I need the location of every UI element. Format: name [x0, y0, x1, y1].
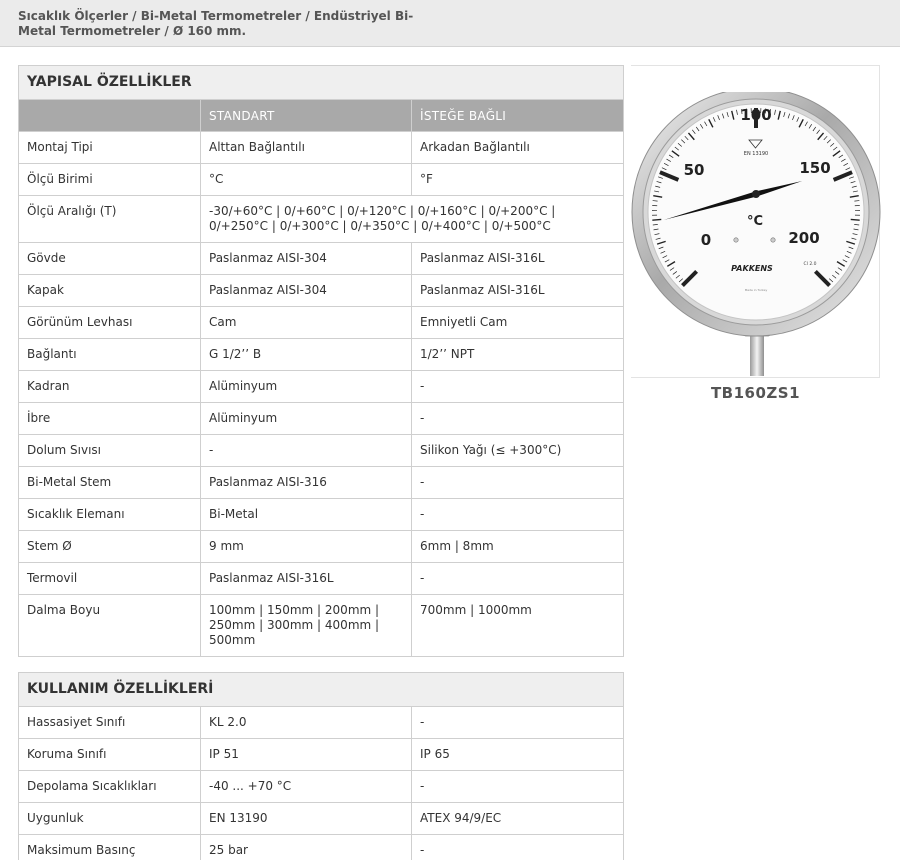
table-row — [19, 132, 624, 164]
standard-value: Alüminyum — [201, 371, 412, 403]
optional-value: - — [412, 467, 624, 499]
optional-value: - — [412, 707, 624, 739]
optional-value: 1/2’’ NPT — [412, 339, 624, 371]
table-row — [19, 499, 624, 531]
section-title-structural: YAPISAL ÖZELLİKLER — [19, 66, 624, 100]
usage-features-table — [18, 672, 624, 860]
row-label: Stem Ø — [19, 531, 201, 563]
dial-class-mark: Cl 2.0 — [803, 262, 817, 267]
optional-value: - — [412, 403, 624, 435]
row-label: Kadran — [19, 371, 201, 403]
standard-value: Paslanmaz AISI-316L — [201, 563, 412, 595]
dial-unit: °C — [746, 214, 764, 229]
standard-value: Paslanmaz AISI-304 — [201, 275, 412, 307]
optional-value: - — [412, 371, 624, 403]
table-row — [19, 339, 624, 371]
standard-value: - — [201, 435, 412, 467]
optional-value: IP 65 — [412, 739, 624, 771]
standard-value: °C — [201, 164, 412, 196]
row-label: Depolama Sıcaklıkları — [19, 771, 201, 803]
optional-value: Paslanmaz AISI-316L — [412, 243, 624, 275]
header-blank — [19, 100, 201, 132]
table-row — [19, 275, 624, 307]
dial-label-200: 200 — [788, 229, 820, 247]
row-label: Dolum Sıvısı — [19, 435, 201, 467]
dial-screw — [734, 238, 738, 242]
standard-value: G 1/2’’ B — [201, 339, 412, 371]
breadcrumb-bar — [0, 0, 900, 47]
standard-value: Paslanmaz AISI-304 — [201, 243, 412, 275]
row-label: Montaj Tipi — [19, 132, 201, 164]
stem — [750, 334, 764, 376]
optional-value: - — [412, 563, 624, 595]
optional-value: Emniyetli Cam — [412, 307, 624, 339]
optional-value: ATEX 94/9/EC — [412, 803, 624, 835]
dial-label-150: 150 — [799, 159, 831, 177]
optional-value: °F — [412, 164, 624, 196]
row-label: Gövde — [19, 243, 201, 275]
table-row — [19, 403, 624, 435]
standard-value: -40 ... +70 °C — [201, 771, 412, 803]
standard-value: 25 bar — [201, 835, 412, 860]
scale-tick — [851, 219, 860, 220]
dial-label-100: 100 — [740, 106, 772, 124]
product-caption: TB160ZS1 — [710, 384, 801, 402]
optional-value: Paslanmaz AISI-316L — [412, 275, 624, 307]
table-row — [19, 531, 624, 563]
row-label: Bi-Metal Stem — [19, 467, 201, 499]
table-row — [19, 467, 624, 499]
table-row — [19, 196, 624, 243]
header-standard: STANDART — [201, 100, 412, 132]
optional-value: - — [412, 499, 624, 531]
table-row — [19, 435, 624, 467]
row-label: Hassasiyet Sınıfı — [19, 707, 201, 739]
optional-value: - — [412, 771, 624, 803]
standard-value: Alttan Bağlantılı — [201, 132, 412, 164]
table-row — [19, 707, 624, 739]
table-row — [19, 835, 624, 860]
table-row — [19, 739, 624, 771]
optional-value: Silikon Yağı (≤ +300°C) — [412, 435, 624, 467]
row-label: İbre — [19, 403, 201, 435]
row-label: Maksimum Basınç — [19, 835, 201, 860]
table-row — [19, 563, 624, 595]
optional-value: 6mm | 8mm — [412, 531, 624, 563]
dial-brand: PAKKENS — [731, 264, 773, 273]
thermometer-image — [631, 92, 881, 376]
row-label: Dalma Boyu — [19, 595, 201, 657]
standard-value: Alüminyum — [201, 403, 412, 435]
structural-features-table — [18, 65, 624, 657]
row-label: Bağlantı — [19, 339, 201, 371]
row-label: Ölçü Birimi — [19, 164, 201, 196]
range-values: -30/+60°C | 0/+60°C | 0/+120°C | 0/+160°C | 0/+200°C | 0/+250°C | 0/+300°C | 0/+350°C | 0/+400°C | 0/+500°C — [201, 196, 624, 243]
section-title-usage: KULLANIM ÖZELLİKLERİ — [19, 673, 624, 707]
header-optional: İSTEĞE BAĞLI — [412, 100, 624, 132]
standard-value: Paslanmaz AISI-316 — [201, 467, 412, 499]
row-label: Uygunluk — [19, 803, 201, 835]
row-label: Kapak — [19, 275, 201, 307]
standard-value: IP 51 — [201, 739, 412, 771]
table-row — [19, 595, 624, 657]
dial-screw — [771, 238, 775, 242]
row-label: Koruma Sınıfı — [19, 739, 201, 771]
standard-value: KL 2.0 — [201, 707, 412, 739]
scale-tick — [652, 219, 661, 220]
row-label: Görünüm Levhası — [19, 307, 201, 339]
dial-label-50: 50 — [683, 161, 705, 179]
dial-small-print: Made in Turkey — [744, 288, 768, 292]
optional-value: Arkadan Bağlantılı — [412, 132, 624, 164]
dial-standard-mark: EN 13190 — [743, 151, 769, 157]
standard-value: EN 13190 — [201, 803, 412, 835]
row-label: Sıcaklık Elemanı — [19, 499, 201, 531]
row-label: Termovil — [19, 563, 201, 595]
table-row — [19, 243, 624, 275]
standard-value: Cam — [201, 307, 412, 339]
breadcrumb: Sıcaklık Ölçerler / Bi-Metal Termometreler / Endüstriyel Bi-Metal Termometreler / Ø 160 mm. — [18, 9, 414, 38]
table-row — [19, 803, 624, 835]
optional-value: - — [412, 835, 624, 860]
table-row — [19, 307, 624, 339]
optional-value: 700mm | 1000mm — [412, 595, 624, 657]
standard-value: Bi-Metal — [201, 499, 412, 531]
standard-value: 9 mm — [201, 531, 412, 563]
table-row — [19, 371, 624, 403]
table-row — [19, 164, 624, 196]
dial-label-0: 0 — [700, 231, 712, 249]
standard-value: 100mm | 150mm | 200mm | 250mm | 300mm | 400mm | 500mm — [201, 595, 412, 657]
table-row — [19, 771, 624, 803]
row-label: Ölçü Aralığı (T) — [19, 196, 201, 243]
